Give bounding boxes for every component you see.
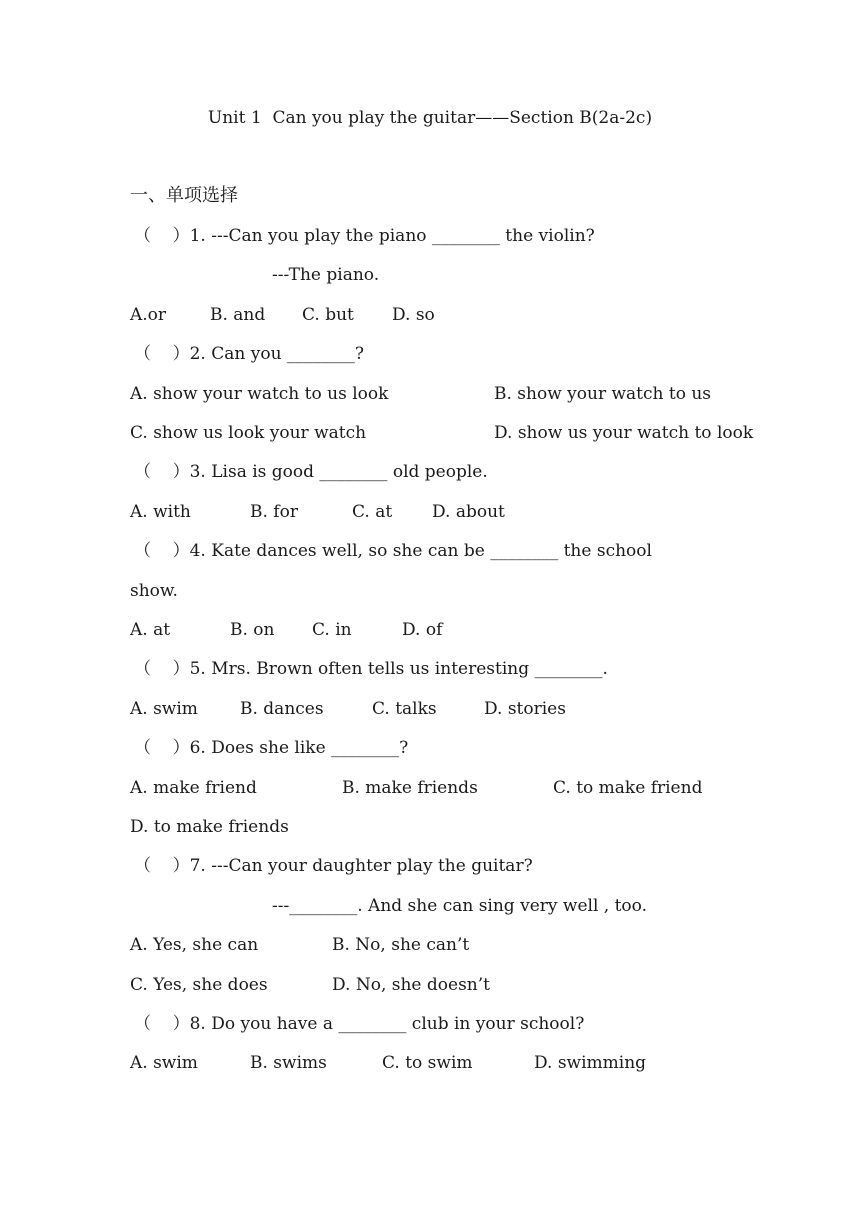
question-stem: （ ）7. ---Can your daughter play the guitar? <box>134 856 533 876</box>
answer-option: B. for <box>250 502 298 522</box>
dialogue-line: ---The piano. <box>272 265 380 285</box>
text-line: show. <box>130 581 178 601</box>
answer-option: C. to swim <box>382 1053 473 1073</box>
answer-option: A. at <box>130 620 171 640</box>
answer-option: A. make friend <box>130 778 257 798</box>
question-stem: （ ）2. Can you ________? <box>134 344 365 364</box>
document-title: Unit 1 Can you play the guitar——Section B(2a-2c) <box>207 108 653 128</box>
answer-option: C. at <box>352 502 393 522</box>
question-stem: （ ）3. Lisa is good ________ old people. <box>134 462 488 482</box>
question-stem: （ ）4. Kate dances well, so she can be ________ the school <box>134 541 652 561</box>
answer-option: D. swimming <box>534 1053 647 1073</box>
answer-option: A.or <box>130 305 167 325</box>
text-line: D. to make friends <box>130 817 289 837</box>
answer-option: C. but <box>302 305 354 325</box>
answer-option: A. with <box>130 502 191 522</box>
dialogue-line: ---________. And she can sing very well , too. <box>272 896 647 916</box>
answer-option: C. Yes, she does <box>130 975 268 995</box>
answer-option: D. No, she doesn’t <box>332 975 490 995</box>
answer-option: D. about <box>432 502 505 522</box>
answer-option: B. on <box>230 620 275 640</box>
answer-option: B. make friends <box>342 778 478 798</box>
answer-option: D. show us your watch to look <box>494 423 754 443</box>
section-heading: 一、单项选择 <box>130 185 238 206</box>
answer-option: A. swim <box>130 699 198 719</box>
question-stem: （ ）1. ---Can you play the piano ________ the violin? <box>134 226 595 246</box>
answer-option: B. show your watch to us <box>494 384 712 404</box>
answer-option: A. swim <box>130 1053 198 1073</box>
answer-option: A. show your watch to us look <box>130 384 389 404</box>
question-stem: （ ）8. Do you have a ________ club in your school? <box>134 1014 585 1034</box>
answer-option: A. Yes, she can <box>130 935 259 955</box>
answer-option: D. so <box>392 305 435 325</box>
answer-option: C. in <box>312 620 352 640</box>
question-stem: （ ）5. Mrs. Brown often tells us interesting ________. <box>134 659 608 679</box>
answer-option: D. of <box>402 620 443 640</box>
answer-option: B. dances <box>240 699 324 719</box>
answer-option: B. swims <box>250 1053 327 1073</box>
answer-option: B. and <box>210 305 266 325</box>
answer-option: C. talks <box>372 699 437 719</box>
question-stem: （ ）6. Does she like ________? <box>134 738 409 758</box>
answer-option: C. to make friend <box>553 778 703 798</box>
answer-option: D. stories <box>484 699 566 719</box>
answer-option: C. show us look your watch <box>130 423 367 443</box>
answer-option: B. No, she can’t <box>332 935 470 955</box>
